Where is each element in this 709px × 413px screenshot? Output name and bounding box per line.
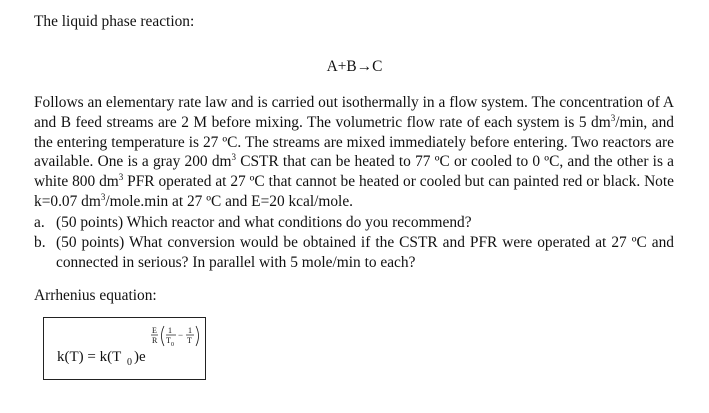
problem-paragraph	[34, 93, 674, 212]
question-item	[34, 213, 674, 233]
fraction-numerator-2: 1	[188, 326, 192, 335]
superscript-3: 3	[231, 152, 237, 163]
exponent-minus: −	[178, 330, 184, 340]
superscript-3: 3	[100, 191, 106, 202]
arrhenius-label: Arrhenius equation:	[34, 287, 157, 304]
left-paren	[162, 326, 165, 346]
fraction-denominator-subscript: 0	[171, 342, 174, 348]
question-text: (50 points) What conversion would be obtained if the CSTR and PFR were operated at 27 ºC and connected in serious? In parallel with 5 mole/min to each?	[56, 234, 674, 271]
intro-text: The liquid phase reaction:	[34, 13, 195, 30]
right-paren	[196, 326, 199, 346]
exponent-numerator: E	[152, 326, 157, 335]
fraction-denominator-t: T	[187, 336, 192, 345]
paragraph-part-1: Follows an elementary rate law and is carried out isothermally in a flow system. The concentration of A and B feed streams are 2 M before mixing. The volumetric flow rate of each system is 5 dm	[34, 94, 674, 131]
question-marker: a.	[34, 214, 45, 231]
question-item	[34, 233, 674, 273]
exponent-denominator: R	[152, 336, 158, 345]
question-text: (50 points) Which reactor and what conditions do you recommend?	[56, 214, 472, 231]
formula-lhs-subscript: 0	[127, 357, 132, 368]
formula-lhs-close: )e	[134, 349, 146, 365]
paragraph-part-5: /mole.min at 27 ºC and E=20 kcal/mole.	[105, 192, 354, 210]
paragraph-part-4: PFR operated at 27 ºC that cannot be heated or cooled but can painted red or black. Note k=0.07 dm	[34, 173, 674, 210]
fraction-denominator-t0: T	[166, 336, 171, 345]
paragraph-part-2: /min, and the entering temperature is 27 ºC. The streams are mixed immediately before entering. Two reactors are available. One is a gray 200 dm	[34, 113, 674, 171]
superscript-3: 3	[118, 172, 124, 183]
paragraph-part-3: CSTR that can be heated to 77 ºC or cooled to 0 ºC, and the other is a white 800 dm	[34, 153, 674, 191]
fraction-numerator-1: 1	[168, 326, 172, 335]
arrhenius-formula-box	[43, 317, 206, 380]
formula-lhs: k(T) = k(T	[57, 349, 122, 365]
arrhenius-formula	[44, 318, 207, 381]
superscript-3: 3	[610, 112, 616, 123]
question-list	[34, 213, 674, 273]
question-marker: b.	[34, 234, 46, 251]
reaction-equation: A+B→C	[326, 58, 383, 75]
